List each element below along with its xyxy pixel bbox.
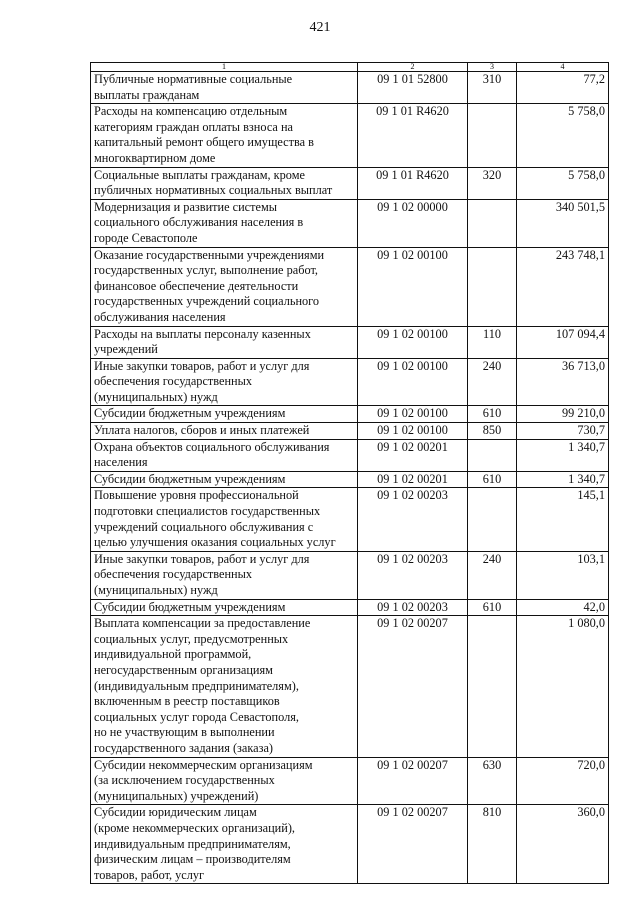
amount-cell: 1 080,0 [517, 616, 609, 757]
page-number: 421 [309, 20, 331, 35]
budget-code-cell: 09 1 02 00100 [358, 406, 468, 423]
table-row [91, 599, 609, 616]
budget-code-cell: 09 1 01 R4620 [358, 104, 468, 167]
amount-cell: 77,2 [517, 72, 609, 104]
table-row [91, 551, 609, 599]
budget-code-cell: 09 1 02 00203 [358, 551, 468, 599]
budget-code-cell: 09 1 02 00207 [358, 616, 468, 757]
expense-type-cell: 320 [468, 167, 517, 199]
table-row [91, 439, 609, 471]
amount-cell: 5 758,0 [517, 104, 609, 167]
budget-table [90, 62, 609, 884]
table-row [91, 199, 609, 247]
expense-type-cell: 610 [468, 599, 517, 616]
budget-code-cell: 09 1 02 00203 [358, 599, 468, 616]
budget-code-cell: 09 1 02 00100 [358, 423, 468, 440]
expense-name-cell: Повышение уровня профессиональной подготовки специалистов государственных учреждений социального обслуживания с целью улучшения оказания социальных услуг [91, 488, 358, 551]
amount-cell: 36 713,0 [517, 358, 609, 406]
expense-type-cell [468, 488, 517, 551]
expense-type-cell [468, 104, 517, 167]
expense-type-cell: 240 [468, 358, 517, 406]
amount-cell: 730,7 [517, 423, 609, 440]
expense-name-cell: Иные закупки товаров, работ и услуг для обеспечения государственных (муниципальных) нужд [91, 551, 358, 599]
expense-name-cell: Расходы на компенсацию отдельным категориям граждан оплаты взноса на капитальный ремонт общего имущества в многоквартирном доме [91, 104, 358, 167]
table-row [91, 167, 609, 199]
expense-name-cell: Расходы на выплаты персоналу казенных учреждений [91, 326, 358, 358]
header-col-4: 4 [517, 63, 609, 72]
amount-cell: 5 758,0 [517, 167, 609, 199]
table-row [91, 805, 609, 884]
expense-type-cell [468, 616, 517, 757]
budget-code-cell: 09 1 02 00000 [358, 199, 468, 247]
expense-type-cell: 610 [468, 471, 517, 488]
amount-cell: 720,0 [517, 757, 609, 805]
expense-name-cell: Субсидии бюджетным учреждениям [91, 599, 358, 616]
budget-code-cell: 09 1 02 00201 [358, 471, 468, 488]
table-row [91, 247, 609, 326]
table-row [91, 104, 609, 167]
table-row [91, 616, 609, 757]
amount-cell: 1 340,7 [517, 471, 609, 488]
expense-type-cell [468, 199, 517, 247]
budget-code-cell: 09 1 02 00203 [358, 488, 468, 551]
table-row [91, 471, 609, 488]
table-row [91, 423, 609, 440]
budget-code-cell: 09 1 02 00207 [358, 757, 468, 805]
table-row [91, 757, 609, 805]
budget-code-cell: 09 1 02 00100 [358, 247, 468, 326]
budget-code-cell: 09 1 02 00201 [358, 439, 468, 471]
amount-cell: 42,0 [517, 599, 609, 616]
amount-cell: 1 340,7 [517, 439, 609, 471]
budget-code-cell: 09 1 02 00207 [358, 805, 468, 884]
budget-code-cell: 09 1 02 00100 [358, 326, 468, 358]
expense-type-cell: 610 [468, 406, 517, 423]
amount-cell: 243 748,1 [517, 247, 609, 326]
budget-code-cell: 09 1 01 R4620 [358, 167, 468, 199]
expense-type-cell: 110 [468, 326, 517, 358]
expense-type-cell: 240 [468, 551, 517, 599]
budget-code-cell: 09 1 02 00100 [358, 358, 468, 406]
expense-name-cell: Публичные нормативные социальные выплаты гражданам [91, 72, 358, 104]
expense-name-cell: Субсидии бюджетным учреждениям [91, 471, 358, 488]
expense-name-cell: Социальные выплаты гражданам, кроме публичных нормативных социальных выплат [91, 167, 358, 199]
expense-name-cell: Охрана объектов социального обслуживания населения [91, 439, 358, 471]
expense-type-cell: 810 [468, 805, 517, 884]
table-row [91, 326, 609, 358]
table-header-row [91, 63, 609, 72]
expense-type-cell: 630 [468, 757, 517, 805]
header-col-2: 2 [358, 63, 468, 72]
table-row [91, 358, 609, 406]
expense-type-cell: 310 [468, 72, 517, 104]
header-col-3: 3 [468, 63, 517, 72]
amount-cell: 340 501,5 [517, 199, 609, 247]
table-row [91, 488, 609, 551]
expense-name-cell: Выплата компенсации за предоставление социальных услуг, предусмотренных индивидуальной программой, негосударственным организациям (индивидуальным предпринимателям), включенным в реестр поставщиков социальных услуг города Севастополя, но не участвующим в выполнении государственного задания (заказа) [91, 616, 358, 757]
expense-name-cell: Иные закупки товаров, работ и услуг для обеспечения государственных (муниципальных) нужд [91, 358, 358, 406]
expense-name-cell: Уплата налогов, сборов и иных платежей [91, 423, 358, 440]
table-row [91, 406, 609, 423]
expense-name-cell: Субсидии бюджетным учреждениям [91, 406, 358, 423]
amount-cell: 360,0 [517, 805, 609, 884]
budget-code-cell: 09 1 01 52800 [358, 72, 468, 104]
header-col-1: 1 [91, 63, 358, 72]
amount-cell: 103,1 [517, 551, 609, 599]
expense-type-cell [468, 439, 517, 471]
amount-cell: 99 210,0 [517, 406, 609, 423]
table-row [91, 72, 609, 104]
expense-type-cell: 850 [468, 423, 517, 440]
expense-name-cell: Модернизация и развитие системы социального обслуживания населения в городе Севастополе [91, 199, 358, 247]
expense-name-cell: Субсидии юридическим лицам (кроме некоммерческих организаций), индивидуальным предпринимателям, физическим лицам – производителям товаров, работ, услуг [91, 805, 358, 884]
expense-name-cell: Оказание государственными учреждениями государственных услуг, выполнение работ, финансовое обеспечение деятельности государственных учреждений социального обслуживания населения [91, 247, 358, 326]
amount-cell: 107 094,4 [517, 326, 609, 358]
amount-cell: 145,1 [517, 488, 609, 551]
expense-name-cell: Субсидии некоммерческим организациям (за исключением государственных (муниципальных) учреждений) [91, 757, 358, 805]
expense-type-cell [468, 247, 517, 326]
